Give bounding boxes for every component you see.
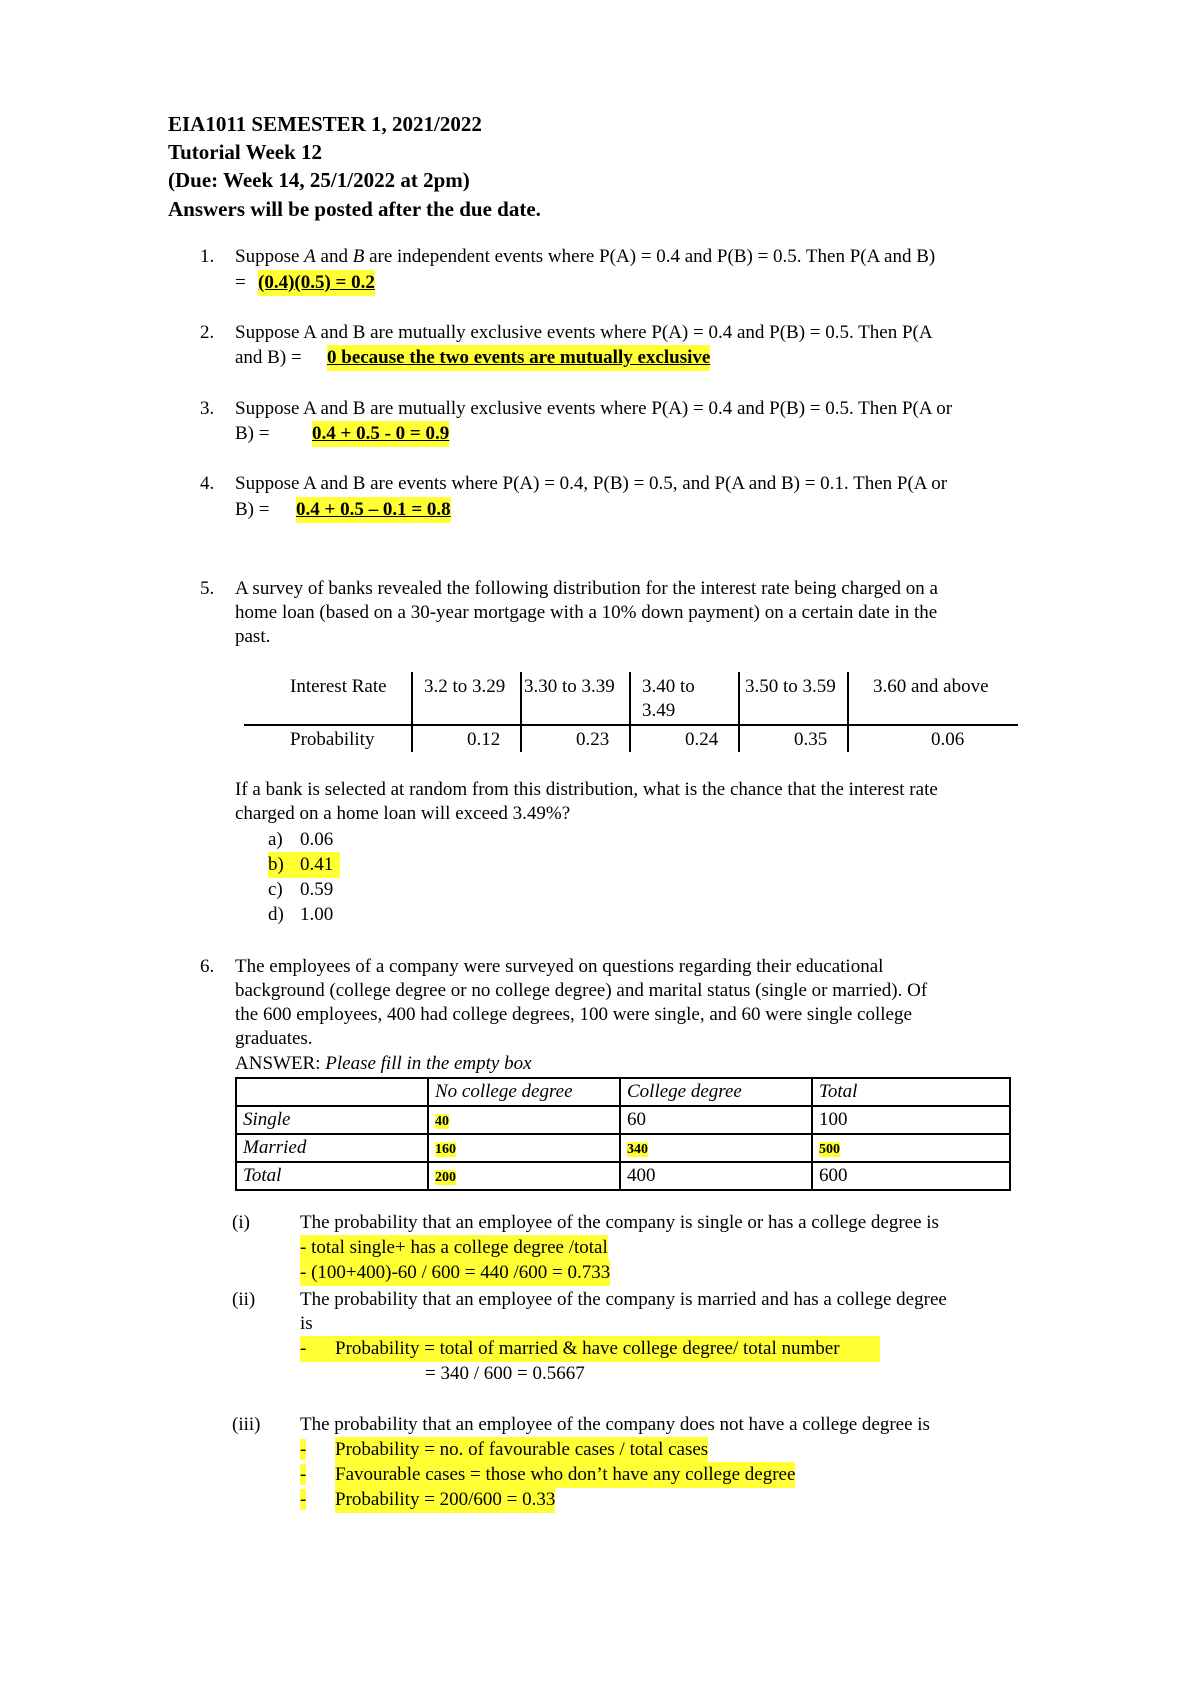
range-cell: 3.30 to 3.39 [524,676,615,697]
prob-cell: 0.24 [685,729,719,750]
prob-cell: 0.06 [931,729,965,750]
q6-number: 6. [200,956,215,977]
part-ii-answer-1: - Probability = total of married & have college degree/ total number [300,1336,880,1362]
q3-number: 3. [200,398,215,419]
option-d-label: d) [268,904,284,925]
prob-cell: 0.35 [794,729,828,750]
range-cell: 3.50 to 3.59 [745,676,836,697]
q4-answer: 0.4 + 0.5 – 0.1 = 0.8 [296,497,451,523]
option-b: b) 0.41 [268,852,340,878]
q3-text: Suppose A and B are mutually exclusive events where P(A) = 0.4 and P(B) = 0.5. Then P(A or [235,398,953,419]
part-i-label: (i) [232,1212,250,1233]
option-d-value: 1.00 [300,904,334,925]
table-cell: 400 [620,1162,812,1190]
part-i-text: The probability that an employee of the company is single or has a college degree is [300,1212,939,1233]
q2-number: 2. [200,322,215,343]
part-iii-label: (iii) [232,1414,261,1435]
part-i-answer-1: - total single+ has a college degree /total [300,1235,608,1261]
q5-text-2: home loan (based on a 30-year mortgage with a 10% down payment) on a certain date in the [235,602,938,623]
range-cell: 3.40 to [642,676,695,697]
row-label: Total [236,1162,428,1190]
prob-cell: 0.12 [467,729,501,750]
contingency-table [235,1077,1011,1191]
table-header-row [236,1078,1010,1106]
header-cell: College degree [620,1078,812,1106]
interest-rate-table [244,672,1018,758]
part-iii-answer-2: - Favourable cases = those who don’t have any college degree [300,1462,306,1488]
q3-answer: 0.4 + 0.5 - 0 = 0.9 [312,421,449,447]
option-a-label: a) [268,829,283,850]
row-label: Married [236,1134,428,1162]
q1-equals: = [235,272,246,293]
table-row [236,1134,1010,1162]
row-label: Single [236,1106,428,1134]
table-divider [847,672,849,752]
q5-text-3: past. [235,626,271,647]
option-c-value: 0.59 [300,879,334,900]
q5-number: 5. [200,578,215,599]
q5-question-1: If a bank is selected at random from this distribution, what is the chance that the interest rate [235,779,938,800]
q5-question-2: charged on a home loan will exceed 3.49%? [235,803,571,824]
header-cell: No college degree [428,1078,620,1106]
part-iii-answer-1: - Probability = no. of favourable cases / total cases [300,1437,306,1463]
table-cell: 40 [428,1106,620,1134]
q2-text: Suppose A and B are mutually exclusive events where P(A) = 0.4 and P(B) = 0.5. Then P(A [235,322,933,343]
due-date: (Due: Week 14, 25/1/2022 at 2pm) [168,168,470,192]
table-divider [629,672,631,752]
range-cell: 3.60 and above [873,676,989,697]
option-a-value: 0.06 [300,829,334,850]
row-label-probability: Probability [290,729,375,750]
part-i-answer-2: - (100+400)-60 / 600 = 440 /600 = 0.733 [300,1260,610,1286]
q6-text-3: the 600 employees, 400 had college degrees, 100 were single, and 60 were single college [235,1004,912,1025]
table-cell: 160 [428,1134,620,1162]
q1-number: 1. [200,246,215,267]
table-divider [520,672,522,752]
table-cell: 60 [620,1106,812,1134]
table-divider [738,672,740,752]
table-cell: 500 [812,1134,1010,1162]
table-cell: 340 [620,1134,812,1162]
q6-answer-instruction: ANSWER: Please fill in the empty box [235,1053,532,1074]
range-cell: 3.2 to 3.29 [424,676,506,697]
table-rule [244,724,1018,726]
q6-text-2: background (college degree or no college degree) and marital status (single or married). Of [235,980,928,1001]
part-iii-text: The probability that an employee of the company does not have a college degree is [300,1414,930,1435]
table-cell: 600 [812,1162,1010,1190]
tutorial-week: Tutorial Week 12 [168,140,323,164]
part-ii-text-1: The probability that an employee of the company is married and has a college degree [300,1289,947,1310]
row-label-interest-rate: Interest Rate [290,676,387,697]
range-cell-continued: 3.49 [642,700,676,721]
q6-text-1: The employees of a company were surveyed on questions regarding their educational [235,956,884,977]
q1-answer: (0.4)(0.5) = 0.2 [258,270,375,296]
q5-text-1: A survey of banks revealed the following distribution for the interest rate being charged on a [235,578,938,599]
q4-text: Suppose A and B are events where P(A) = 0.4, P(B) = 0.5, and P(A and B) = 0.1. Then P(A or [235,473,948,494]
header-cell [236,1078,428,1106]
part-ii-label: (ii) [232,1289,256,1310]
table-divider [411,672,413,752]
table-cell: 100 [812,1106,1010,1134]
part-iii-answer-3: - Probability = 200/600 = 0.33 [300,1487,306,1513]
q4-number: 4. [200,473,215,494]
q4-text-2: B) = [235,499,270,520]
header-cell: Total [812,1078,1010,1106]
part-ii-text-2: is [300,1313,313,1334]
q1-text: Suppose A and B are independent events where P(A) = 0.4 and P(B) = 0.5. Then P(A and B) [235,246,936,267]
q6-text-4: graduates. [235,1028,313,1049]
q2-answer: 0 because the two events are mutually exclusive [327,345,710,371]
q2-text-2: and B) = [235,347,302,368]
course-title: EIA1011 SEMESTER 1, 2021/2022 [168,112,482,136]
table-cell: 200 [428,1162,620,1190]
q3-text-2: B) = [235,423,270,444]
option-c-label: c) [268,879,283,900]
prob-cell: 0.23 [576,729,610,750]
table-row [236,1162,1010,1190]
document-page: EIA1011 SEMESTER 1, 2021/2022 Tutorial Week 12 (Due: Week 14, 25/1/2022 at 2pm) Answers will be posted after the due date. 1. Suppose A and B are independent events where P(A) = 0.4 and P(B) = 0.5. Then P(A and B) = (0.4)(0.5) = 0.2 2. Suppose A and B are mutually exclusive events where P(A) = 0.4 and P(B) = 0.5. Then P(A and B) = 0 because the two events are mutually exclusive 3. Suppose A and B are mutually exclusive events where P(A) = 0.4 and P(B) = 0.5. Then P(A or B) = 0.4 + 0.5 - 0 = 0.9 4. Suppose A and B are events where P(A) = 0.4, P(B) = 0.5, and P(A and B) = 0.1. Then P(A or B) = 0.4 + 0.5 – 0.1 = 0.8 5. A survey of banks revealed the following distribution for the interest rate being charged on a home loan (based on a 30-year mortgage with a 10% down payment) on a certain date in the past. Interest Rate Probability 3.2 to 3.29 3.30 to 3.39 3.40 to 3.49 3.50 to 3.59 3.60 and above 0.12 0.23 0.24 0.35 0.06 If a bank is selected at random from this distribution, what is the chance that the interest rate charged on a home loan will exceed 3.49%? a) 0.06 b) 0.41 c) 0.59 d) 1.00 6. The employees of a company were surveyed on questions regarding their educational background (college degree or no college degree) and marital status (single or married). Of the 600 employees, 400 had college degrees, 100 were single, and 60 were single college graduates. ANSWER: Please fill in the empty box No college degree College degree Total Single 40 60 100 Married 160 340 500 Total 200 400 600 (i) The probability that an employee of the company is single or has a college degree is - total single+ has a college degree /total - (100+400)-60 / 600 = 440 /600 = 0.733 (ii) The probability that an employee of the company is married and has a college degree is - Probability = total of married & have college degree/ total number = 340 / 600 = 0.5667 (iii) The probability that an employee of the company does not have a college degree is - Probability = no. of favourable cases / total cases - Favourable cases = those who don’t have any college degree - Probability = 200/600 = 0.33 [0,0,1200,1696]
table-row [236,1106,1010,1134]
answers-note: Answers will be posted after the due date. [168,197,541,221]
